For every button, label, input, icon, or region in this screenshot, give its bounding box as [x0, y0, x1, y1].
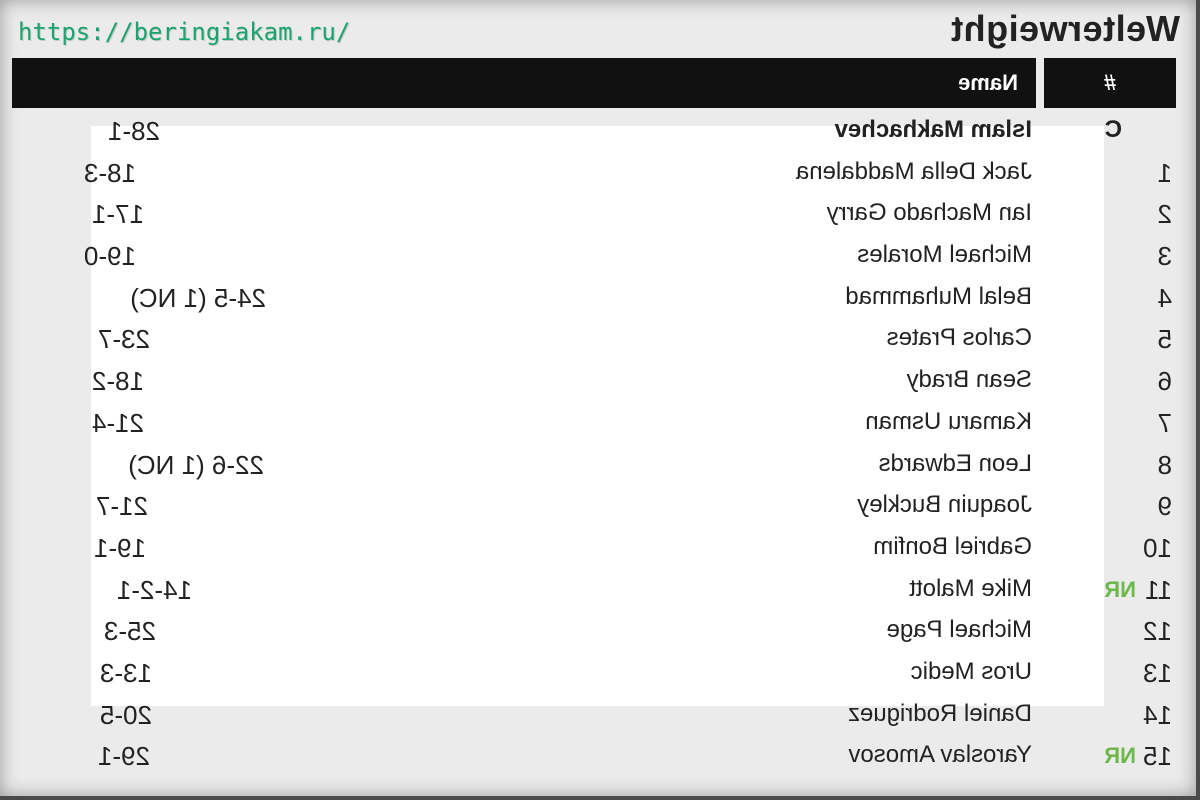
not-ranked-badge: NR — [1104, 576, 1136, 602]
fighter-name[interactable]: Yaroslav Amosov — [848, 741, 1032, 769]
fight-record: 19-0 — [83, 241, 136, 272]
table-row — [0, 485, 1196, 527]
fighter-name[interactable]: Jack Della Maddalena — [795, 157, 1032, 185]
table-row — [0, 110, 1196, 152]
table-row — [0, 569, 1196, 611]
fight-record: 25-3 — [103, 616, 156, 647]
rank-cell: 1 — [1157, 157, 1172, 188]
rank-cell: 4 — [1157, 282, 1172, 313]
table-row — [0, 527, 1196, 569]
fighter-name[interactable]: Michael Page — [886, 616, 1032, 644]
fighter-name[interactable]: Daniel Rodriguez — [847, 699, 1032, 727]
fight-record: 21-7 — [95, 491, 148, 522]
rank-cell: 5 — [1157, 324, 1172, 355]
rank-column-header: # — [1044, 58, 1176, 108]
not-ranked-badge: NR — [1104, 743, 1136, 769]
rank-cell: 10 — [1143, 532, 1172, 563]
rankings-table-body — [0, 110, 1196, 777]
rank-cell: 13 — [1143, 657, 1172, 688]
table-row — [0, 277, 1196, 319]
table-row — [0, 402, 1196, 444]
rank-cell: 15 — [1143, 741, 1172, 772]
fight-record: 24-5 (1 NC) — [130, 282, 266, 313]
fighter-name[interactable]: Gabriel Bonfim — [873, 532, 1032, 560]
fight-record: 19-1 — [93, 532, 146, 563]
table-row — [0, 694, 1196, 736]
fight-record: 17-1 — [91, 199, 144, 230]
rank-cell: 14 — [1143, 699, 1172, 730]
fighter-name[interactable]: Uros Medic — [910, 657, 1032, 685]
fight-record: 18-2 — [91, 366, 144, 397]
fighter-name[interactable]: Kamaru Usman — [865, 407, 1032, 435]
table-row — [0, 735, 1196, 777]
table-row — [0, 152, 1196, 194]
fighter-name[interactable]: Carlos Prates — [886, 324, 1032, 352]
rank-cell: 9 — [1157, 491, 1172, 522]
fight-record: 22-6 (1 NC) — [128, 449, 264, 480]
fighter-name[interactable]: Belal Muhammad — [845, 282, 1032, 310]
rank-cell: 11 — [1145, 574, 1172, 605]
fighter-name[interactable]: Michael Morales — [857, 241, 1032, 269]
rank-cell: 6 — [1157, 366, 1172, 397]
division-title: Welterweight — [950, 8, 1180, 49]
fight-record: 29-1 — [97, 741, 150, 772]
fighter-name[interactable]: Mike Malott — [909, 574, 1032, 602]
watermark-url: https://beringiakam.ru/ — [18, 18, 351, 46]
fight-record: 13-3 — [99, 657, 152, 688]
fight-record: 21-4 — [91, 407, 144, 438]
fighter-name[interactable]: Sean Brady — [906, 366, 1032, 394]
name-column-header: Name — [12, 58, 1036, 108]
table-row — [0, 193, 1196, 235]
rank-cell: 3 — [1157, 241, 1172, 272]
table-row — [0, 235, 1196, 277]
table-row — [0, 360, 1196, 402]
table-row — [0, 444, 1196, 486]
rank-cell: 2 — [1157, 199, 1172, 230]
fighter-name[interactable]: Islam Makhachev — [834, 116, 1032, 143]
rank-cell: 12 — [1143, 616, 1172, 647]
fight-record: 14-2-1 — [116, 574, 192, 605]
fighter-name[interactable]: Joaquin Buckley — [857, 491, 1032, 519]
rank-cell: 7 — [1157, 407, 1172, 438]
fight-record: 18-3 — [83, 157, 136, 188]
fight-record: 28-1 — [107, 116, 160, 146]
fighter-name[interactable]: Ian Machado Garry — [826, 199, 1032, 227]
rank-cell: C — [1104, 116, 1122, 143]
table-row — [0, 318, 1196, 360]
rank-cell: 8 — [1157, 449, 1172, 480]
table-row — [0, 652, 1196, 694]
fight-record: 23-7 — [97, 324, 150, 355]
fighter-name[interactable]: Leon Edwards — [878, 449, 1032, 477]
table-row — [0, 610, 1196, 652]
fight-record: 20-5 — [99, 699, 152, 730]
